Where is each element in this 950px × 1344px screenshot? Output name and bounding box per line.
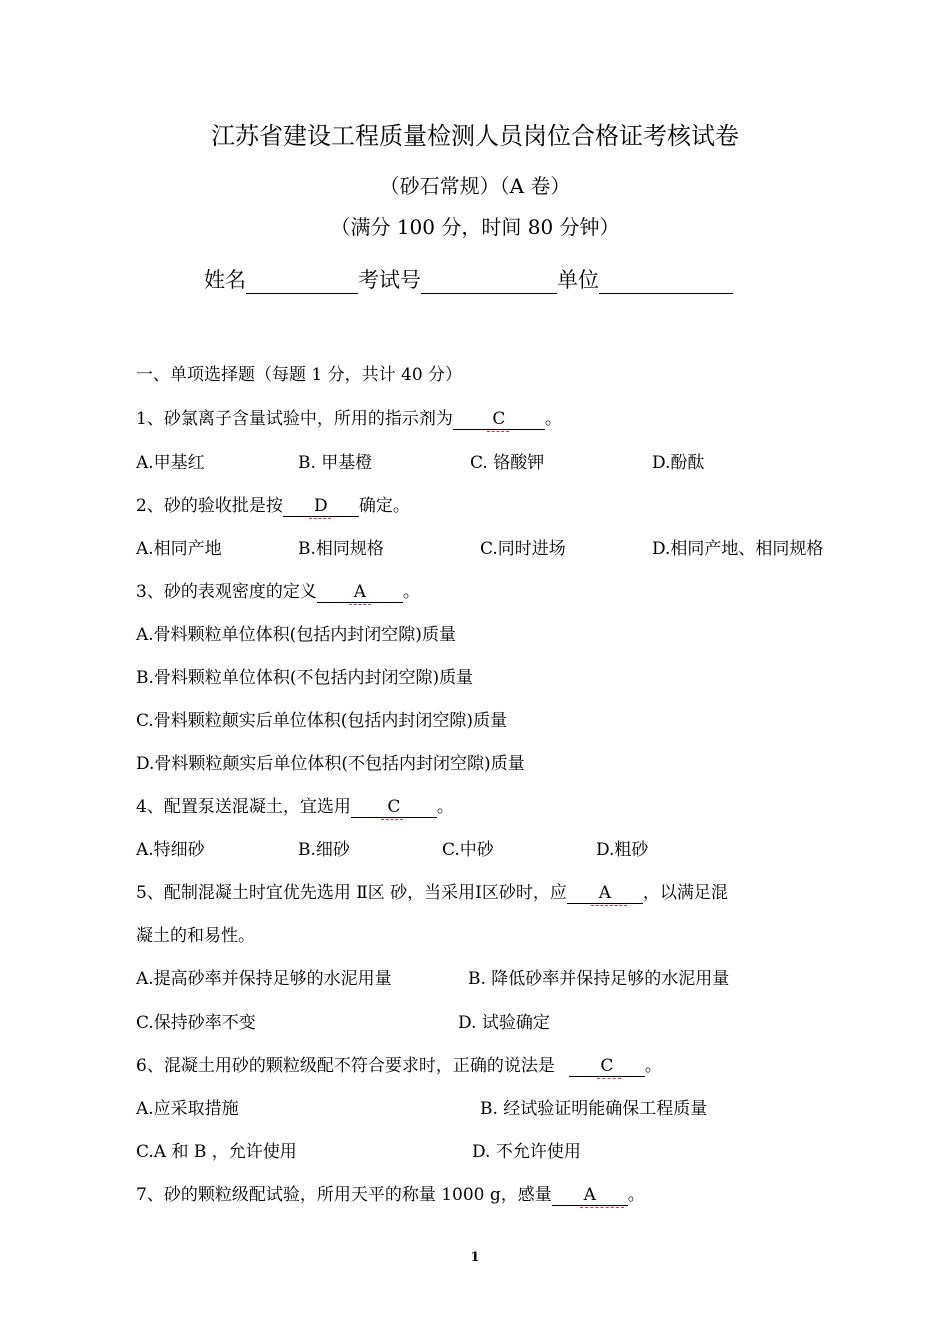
question-stem: 4、配置泵送混凝土，宜选用 [136,797,351,817]
name-label: 姓名 [204,268,246,292]
question-stem: 2、砂的验收批是按 [136,496,283,516]
unit-blank[interactable] [599,271,733,294]
option-b: B.骨料颗粒单位体积(不包括内封闭空隙)质量 [136,668,474,688]
question-1 [136,404,562,430]
question-stem: 5、配制混凝土时宜优先选用 Ⅱ区 砂，当采用Ⅰ区砂时，应 [136,883,567,903]
exam-no-blank[interactable] [421,271,557,294]
option-a: A.相同产地 [136,539,222,559]
answer-value: A [583,1185,596,1205]
option-a: A.提高砂率并保持足够的水泥用量 [136,969,392,989]
section-title: 一、单项选择题（每题 1 分，共计 40 分） [136,365,463,385]
spellcheck-underline [309,516,331,519]
question-stem-end: 。 [436,797,454,817]
answer-value: C [387,797,401,817]
option-b: B. 甲基橙 [298,453,373,473]
option-d: D. 试验确定 [458,1013,550,1033]
option-c: C.中砂 [442,840,494,860]
answer-value: C [600,1056,614,1076]
question-3 [136,577,420,603]
question-4 [136,792,454,818]
answer-value: C [492,409,506,429]
paper-subtitle: （砂石常规）（A 卷） [379,174,571,198]
spellcheck-underline [580,1205,624,1208]
page-number: 1 [470,1250,480,1265]
answer-blank [569,1056,645,1077]
option-c: C.A 和 B ，允许使用 [136,1142,297,1162]
answer-value: A [598,883,612,903]
answer-blank [552,1185,628,1206]
answer-blank [317,582,403,603]
option-d: D.粗砂 [596,840,649,860]
option-c: C.同时进场 [480,539,566,559]
option-b: B. 经试验证明能确保工程质量 [480,1099,708,1119]
answer-value: A [353,582,366,602]
question-5-continued: 凝土的和易性。 [136,926,255,946]
question-6 [136,1051,662,1077]
unit-label: 单位 [557,268,599,292]
option-a: A.特细砂 [136,840,205,860]
answer-blank [283,496,359,517]
option-b: B. 降低砂率并保持足够的水泥用量 [468,969,730,989]
question-stem-end: 。 [402,582,420,602]
spellcheck-underline [349,602,371,605]
name-blank[interactable] [246,271,358,294]
exam-no-label: 考试号 [358,268,421,292]
option-c: C.骨料颗粒颠实后单位体积(包括内封闭空隙)质量 [136,711,508,731]
question-7 [136,1180,645,1206]
question-2 [136,491,410,517]
question-stem: 6、混凝土用砂的颗粒级配不符合要求时，正确的说法是 [136,1056,555,1076]
option-b: B.相同规格 [298,539,384,559]
question-stem: 3、砂的表观密度的定义 [136,582,317,602]
option-b: B.细砂 [298,840,350,860]
question-stem-end: 。 [544,409,562,429]
option-d: D.酚酞 [652,453,705,473]
option-a: A.应采取措施 [136,1099,239,1119]
question-stem-end: ，以满足混 [642,883,728,903]
option-d: D.相同产地、相同规格 [652,539,824,559]
option-a: A.骨料颗粒单位体积(包括内封闭空隙)质量 [136,625,456,645]
spellcheck-underline [591,903,627,906]
spellcheck-underline [597,1076,621,1079]
question-stem-end: 。 [627,1185,645,1205]
question-stem-end: 。 [644,1056,662,1076]
answer-blank [453,409,545,430]
candidate-info [204,264,733,294]
answer-value: D [314,496,328,516]
question-stem: 1、砂氯离子含量试验中，所用的指示剂为 [136,409,453,429]
question-stem-end: 确定。 [358,496,410,516]
option-c: C. 铬酸钾 [470,453,545,473]
option-c: C.保持砂率不变 [136,1013,256,1033]
question-5 [136,878,728,904]
answer-blank [567,883,643,904]
spellcheck-underline [381,817,403,820]
answer-blank [351,797,437,818]
option-d: D. 不允许使用 [472,1142,581,1162]
spellcheck-underline [487,429,509,432]
option-d: D.骨料颗粒颠实后单位体积(不包括内封闭空隙)质量 [136,754,525,774]
page-title: 江苏省建设工程质量检测人员岗位合格证考核试卷 [211,122,739,150]
option-a: A.甲基红 [136,453,205,473]
question-stem: 7、砂的颗粒级配试验，所用天平的称量 1000 g，感量 [136,1185,552,1205]
scoring-note: （满分 100 分，时间 80 分钟） [330,215,620,239]
